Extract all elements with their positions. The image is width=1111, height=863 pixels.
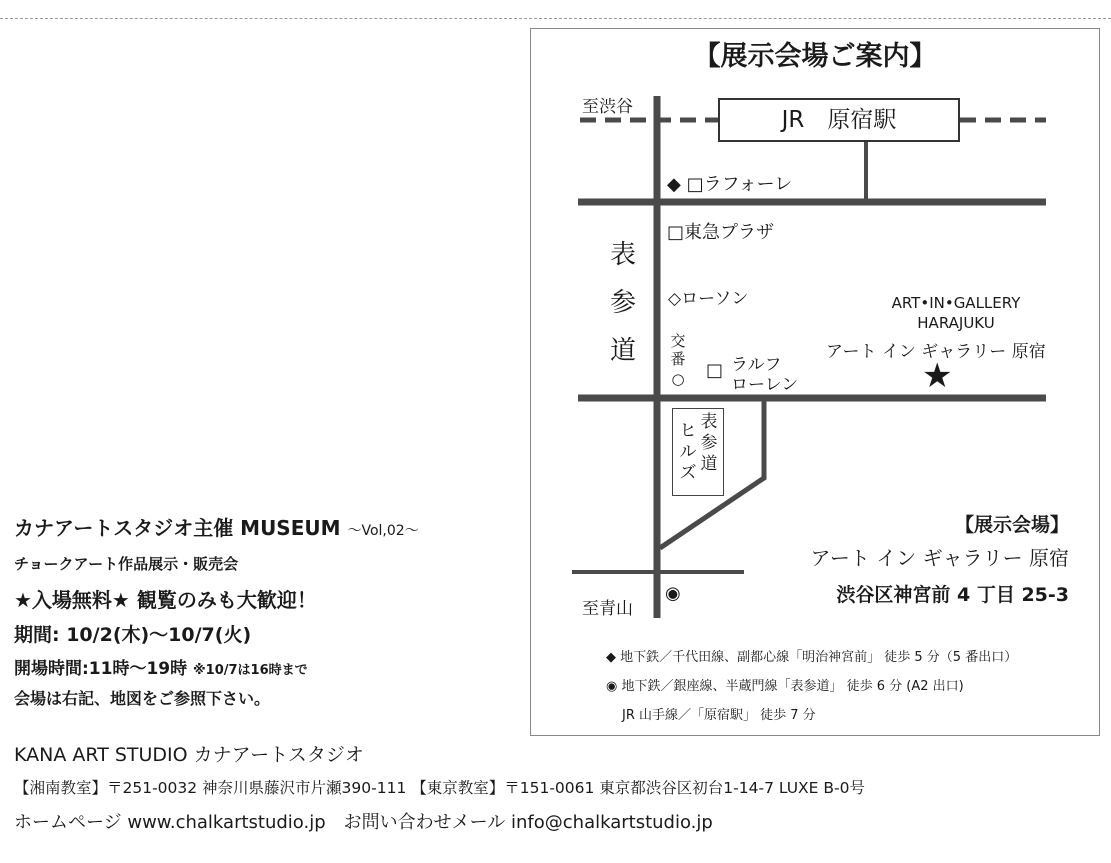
- lawson-label: ◇ローソン: [668, 289, 749, 309]
- to-shibuya-label: 至渋谷: [582, 97, 633, 117]
- event-subtitle: チョークアート作品展示・販売会: [14, 555, 239, 573]
- laforet-label: ◆ □ラフォーレ: [667, 174, 793, 195]
- event-venue-note: 会場は右記、地図をご参照下さい。: [14, 689, 271, 708]
- event-title-main: カナアートスタジオ主催 MUSEUM: [14, 516, 348, 540]
- hills-char-san: 参: [700, 433, 718, 453]
- omotesando-exit-icon: ◉: [665, 583, 681, 604]
- koban-char-1: 交: [670, 332, 686, 350]
- ralph-lauren-box-icon: □: [706, 360, 724, 381]
- gallery-location-star-icon: ★: [922, 356, 953, 396]
- gallery-name-en-1: ART•IN•GALLERY: [891, 294, 1021, 312]
- studio-name: KANA ART STUDIO カナアートスタジオ: [14, 744, 364, 766]
- event-period: 期間: 10/2(木)～10/7(火): [14, 624, 252, 646]
- gallery-name-jp: アート イン ギャラリー 原宿: [826, 342, 1046, 362]
- hills-char-hi: ヒ: [679, 421, 697, 441]
- event-title: [14, 512, 419, 541]
- event-hours-main: 開場時間:11時～19時: [14, 659, 194, 679]
- hills-char-omote: 表: [700, 412, 718, 432]
- omotesando-char-3: 道: [609, 336, 636, 366]
- studio-contact: ホームページ www.chalkartstudio.jp お問い合わせメール info@chalkartstudio.jp: [14, 812, 713, 833]
- ralph-lauren-label-2: ローレン: [731, 375, 799, 395]
- map-title: 【展示会場ご案内】: [693, 41, 937, 72]
- koban-circle-icon: ○: [671, 370, 685, 388]
- event-title-vol: ～Vol,02～: [347, 523, 419, 539]
- event-free-admission: ★入場無料★ 観覧のみも大歓迎！: [14, 588, 317, 612]
- ralph-lauren-label-1: ラルフ: [731, 355, 782, 375]
- tokyu-plaza-label: □東急プラザ: [667, 222, 775, 243]
- gallery-name-en-2: HARAJUKU: [917, 314, 995, 332]
- omotesando-char-2: 参: [609, 288, 636, 318]
- venue-address: 渋谷区神宮前 4 丁目 25-3: [836, 584, 1069, 606]
- event-hours-note: ※10/7は16時まで: [193, 663, 308, 678]
- hills-char-zu: ズ: [679, 463, 697, 483]
- venue-name: アート イン ギャラリー 原宿: [810, 546, 1069, 570]
- to-aoyama-label: 至青山: [582, 599, 633, 619]
- koban-char-2: 番: [670, 350, 686, 368]
- venue-heading: 【展示会場】: [954, 514, 1069, 536]
- event-hours: [14, 654, 308, 679]
- omotesando-char-1: 表: [609, 240, 636, 270]
- jr-harajuku-station: JR 原宿駅: [718, 98, 960, 142]
- access-line-3: JR 山手線／「原宿駅」 徒歩 7 分: [622, 708, 816, 723]
- omotesando-hills-box: [672, 408, 724, 496]
- hills-char-ru: ル: [679, 442, 697, 462]
- access-line-1: ◆ 地下鉄／千代田線、副都心線「明治神宮前」 徒歩 5 分（5 番出口）: [606, 650, 1018, 665]
- studio-addresses: 【湘南教室】〒251-0032 神奈川県藤沢市片瀬390-111 【東京教室】〒151-0061 東京都渋谷区初台1-14-7 LUXE B-0号: [14, 779, 865, 797]
- hills-char-michi: 道: [700, 454, 718, 474]
- access-line-2: ◉ 地下鉄／銀座線、半蔵門線「表参道」 徒歩 6 分 (A2 出口): [606, 679, 964, 694]
